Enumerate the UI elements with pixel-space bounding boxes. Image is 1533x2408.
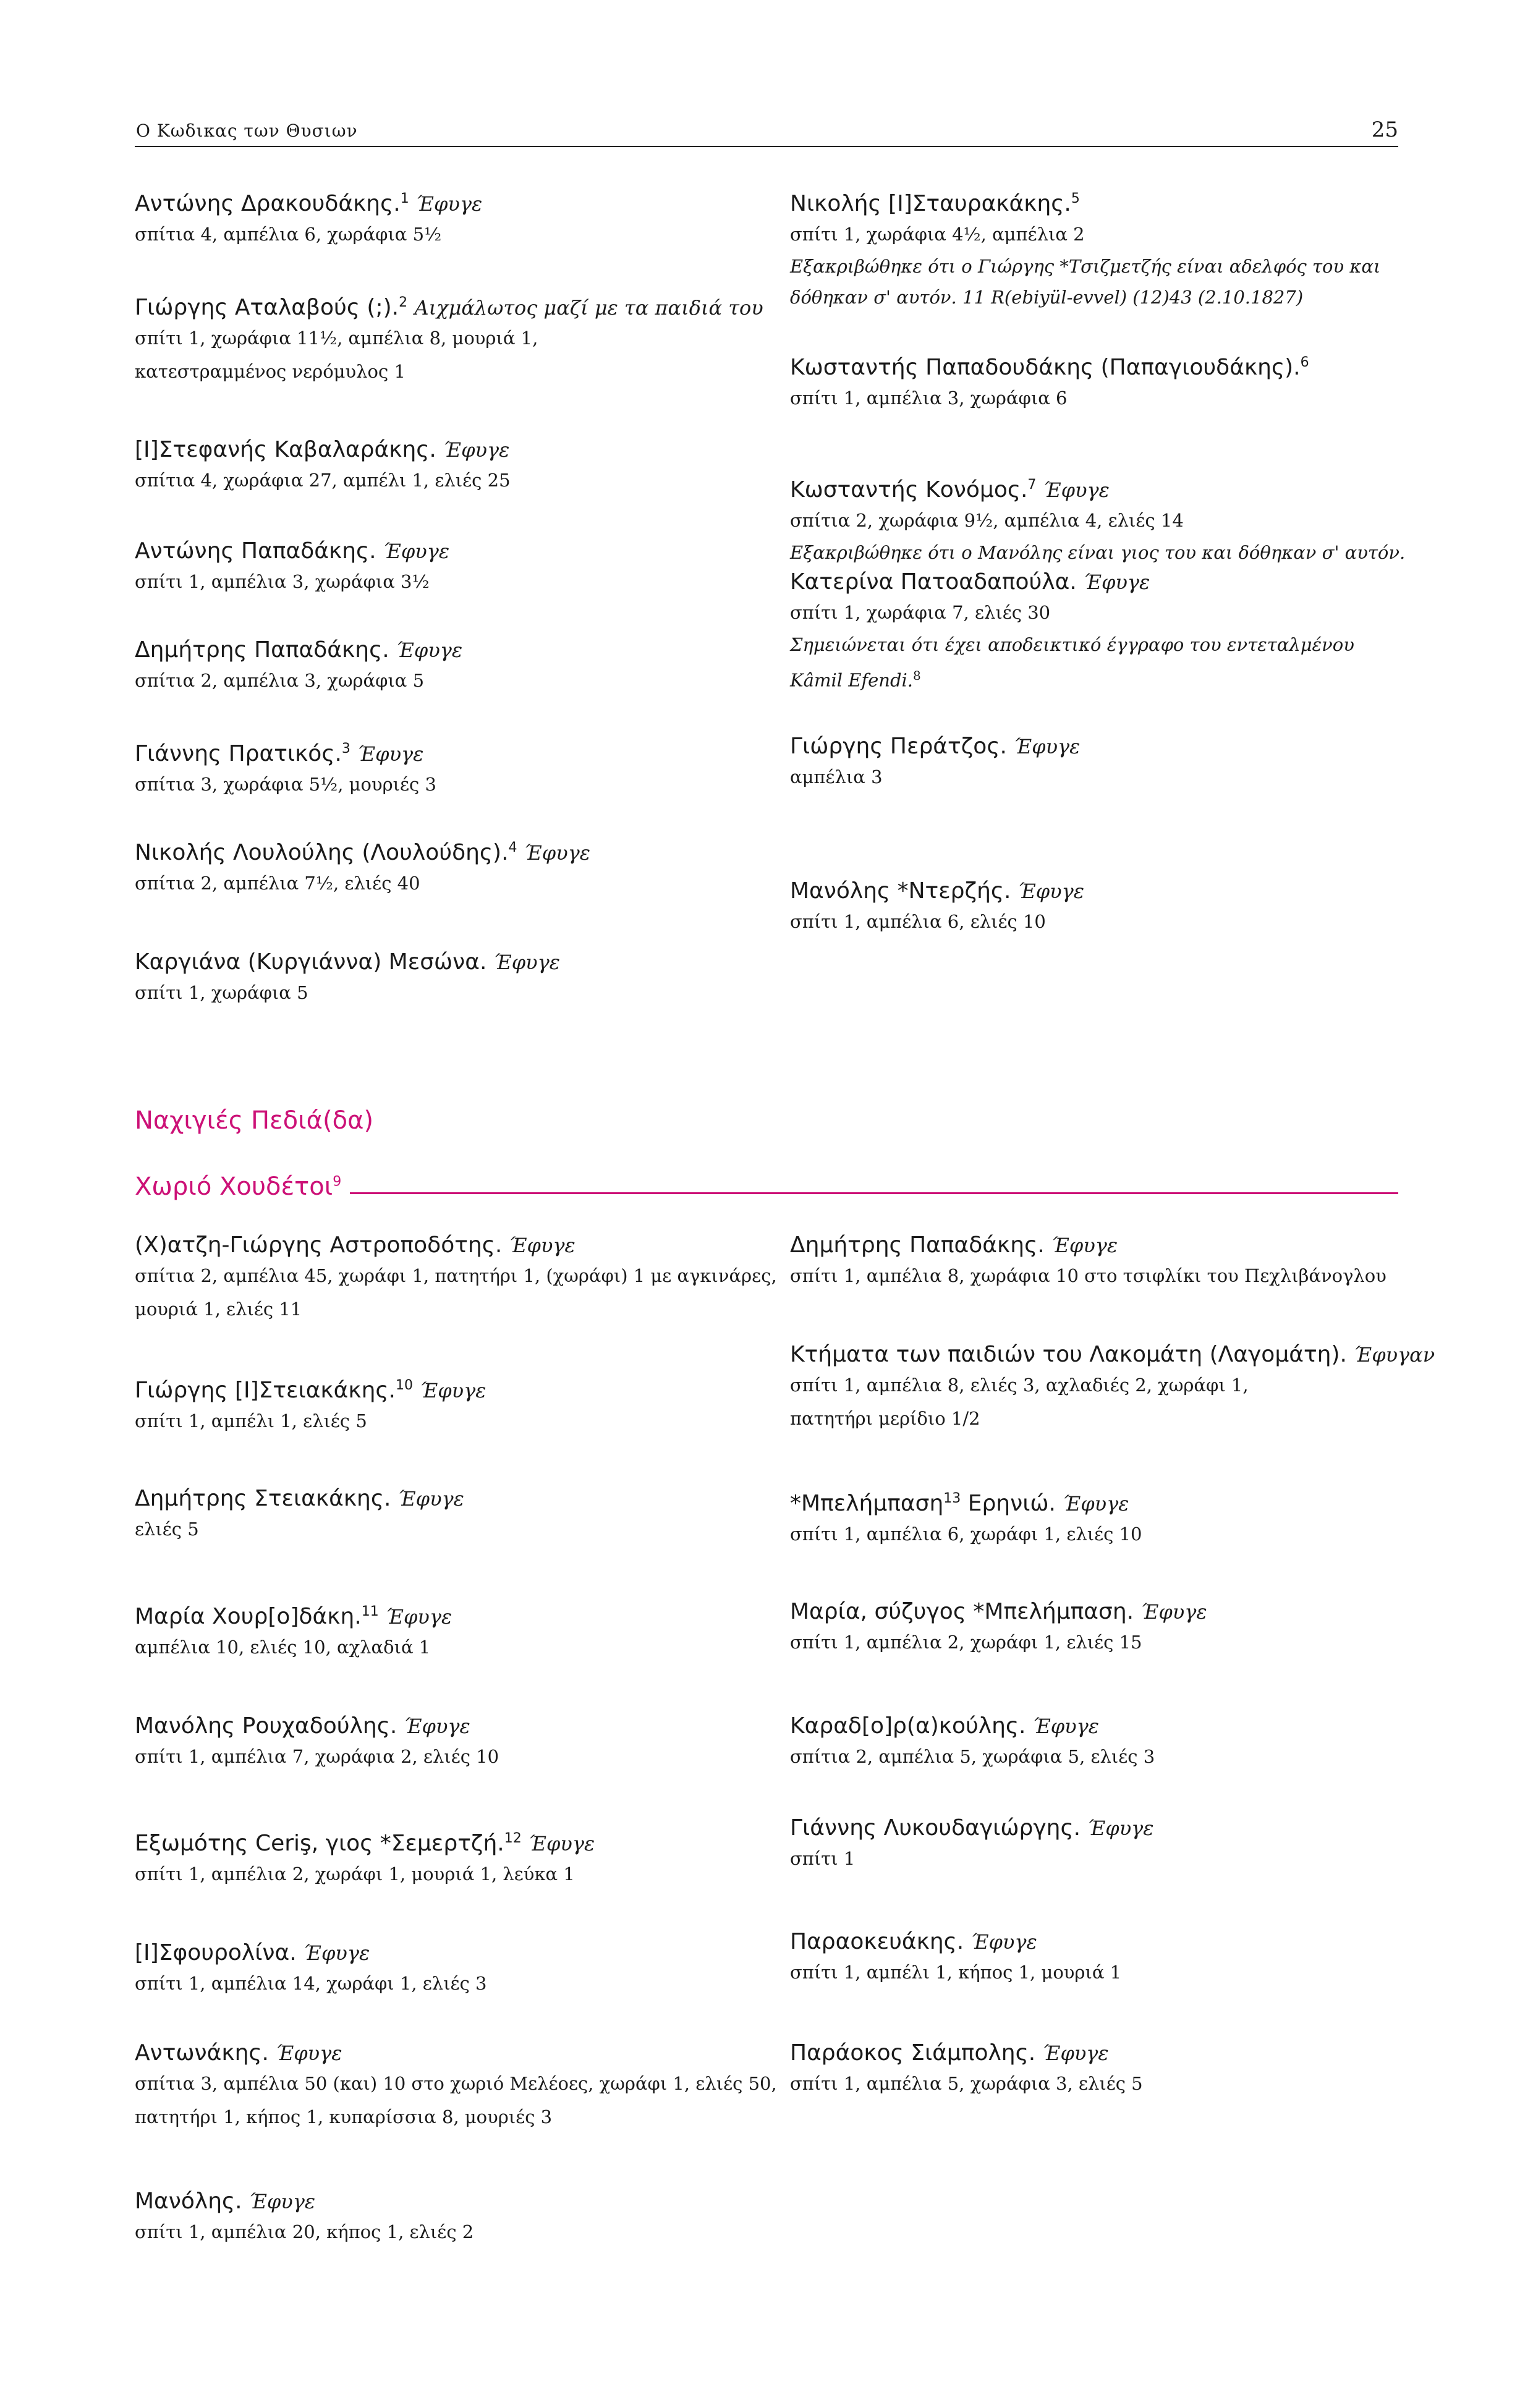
entry-detail-line: πατητήρι 1, κήπος 1, κυπαρίσσια 8, μουριές 3 [135, 2106, 553, 2127]
entry-detail-line: σπίτια 3, χωράφια 5½, μουριές 3 [135, 774, 436, 795]
entry [790, 2040, 1408, 2100]
entry-note-text: Εξακριβώθηκε ότι ο Γιώργης *Τσιζμετζής είναι αδελφός του και δόθηκαν σ' αυτόν. 11 R(ebiyül-evvel) (12)43 (2.10.1827) [790, 256, 1381, 308]
entry-name-text: Μανόλης *Ντερζής. [790, 878, 1011, 904]
entry-name [790, 1928, 1408, 1956]
entry [135, 1372, 753, 1438]
entry-name [135, 637, 753, 664]
entry-status: Αιχμάλωτος μαζί με τα παιδιά του [414, 296, 763, 320]
entry-status: Έφυγε [443, 438, 510, 462]
entry-detail-line: ελιές 5 [135, 1519, 199, 1540]
entry-detail-line: μουριά 1, ελιές 11 [135, 1299, 302, 1320]
entry-name-text: Καραδ[ο]ρ(α)κούλης. [790, 1713, 1026, 1739]
entry [135, 949, 753, 1009]
entry [135, 1940, 753, 2000]
region-heading: Ναχιγιές Πεδιά(δα) [135, 1106, 374, 1135]
entry [135, 834, 753, 900]
entry-detail-line: σπίτι 1, χωράφια 5 [135, 982, 308, 1003]
entry-detail-line: σπίτια 2, αμπέλια 3, χωράφια 5 [135, 670, 425, 691]
entry-name [790, 733, 1408, 760]
entry-status: Έφυγε [509, 1234, 575, 1257]
entry-detail-line: σπίτια 2, χωράφια 9½, αμπέλια 4, ελιές 14 [790, 510, 1184, 531]
entry [790, 1815, 1408, 1875]
entry-name [135, 1825, 753, 1857]
entry [790, 1232, 1408, 1292]
entry-name-text: (Χ)ατζη-Γιώργης Αστροποδότης. [135, 1232, 503, 1258]
entry-name [790, 472, 1408, 504]
entry [790, 1928, 1408, 1989]
entry-name-text: [Ι]Σφουρολίνα. [135, 1940, 297, 1965]
village-heading [135, 1172, 1398, 1210]
entry [790, 1598, 1408, 1659]
footnote-ref: 13 [943, 1491, 961, 1506]
entry-detail-line: σπίτια 4, χωράφια 27, αμπέλι 1, ελιές 25 [135, 470, 511, 491]
entry-name-tail: Ερηνιώ. [961, 1491, 1056, 1516]
entry-detail-line: σπίτι 1, αμπέλια 14, χωράφι 1, ελιές 3 [135, 1973, 487, 1994]
entry [135, 637, 753, 697]
entry [790, 569, 1408, 696]
entry-note-text: Σημειώνεται ότι έχει αποδεικτικό έγγραφο του εντεταλμένου Kâmil Efendi. [790, 634, 1354, 691]
running-title: Ο Κωδικας των Θυσιων [136, 121, 358, 141]
entry-detail-line: σπίτι 1, αμπέλια 3, χωράφια 3½ [135, 571, 430, 592]
entry-status: Έφυγε [304, 1941, 370, 1965]
footnote-ref: 10 [395, 1378, 413, 1393]
entry-name [135, 1232, 753, 1259]
village-title: Χωριό Χουδέτοι$^9$ [135, 1172, 350, 1201]
page-number: 25 [1371, 117, 1398, 142]
entry [790, 1341, 1435, 1435]
entry-name [135, 736, 753, 768]
entry-detail-line: σπίτι 1, αμπέλια 2, χωράφι 1, μουριά 1, λεύκα 1 [135, 1863, 575, 1884]
entry [135, 436, 753, 497]
entry-name-text: Νικολής Λουλούλης (Λουλούδης). [135, 840, 509, 865]
entry-detail-line: σπίτι 1, χωράφια 7, ελιές 30 [790, 602, 1051, 623]
entry-name [135, 185, 753, 218]
entry-detail-line: σπίτι 1, αμπέλια 20, κήπος 1, ελιές 2 [135, 2221, 474, 2242]
entry-detail-line: σπίτια 3, αμπέλια 50 (και) 10 στο χωριό Μελέοες, χωράφι 1, ελιές 50, [135, 2073, 777, 2094]
entry-status: Έφυγε [383, 540, 450, 563]
entry-detail-line: σπίτι 1, αμπέλια 6, ελιές 10 [790, 911, 1046, 932]
footnote-ref: 2 [399, 295, 408, 310]
entry-name [135, 538, 753, 565]
entry-name-text: Κατερίνα Πατοαδαπούλα. [790, 569, 1077, 595]
entry-status: Έφυγε [397, 1487, 464, 1511]
entry-name-text: Γιώργης Αταλαβούς (;). [135, 295, 399, 320]
entry [135, 1485, 753, 1546]
entry-name-text: Παραοκευάκης. [790, 1929, 964, 1954]
entry-status: Έφυγε [416, 192, 483, 216]
entry-name [135, 1940, 753, 1967]
entry-name-text: Κωσταντής Παπαδουδάκης (Παπαγιουδάκης). [790, 355, 1301, 380]
entry-detail-line: σπίτι 1, αμπέλι 1, ελιές 5 [135, 1410, 367, 1431]
entry-status: Έφυγε [357, 742, 424, 766]
entry [790, 472, 1408, 568]
entry-name [790, 878, 1408, 905]
entry-detail-line: σπίτι 1, αμπέλια 5, χωράφια 3, ελιές 5 [790, 2073, 1143, 2094]
entry-name-text: Παράοκος Σιάμπολης. [790, 2040, 1036, 2066]
entry-status: Έφυγε [1140, 1600, 1207, 1624]
entry-name-text: Μανόλης. [135, 2189, 242, 2214]
entry-name [790, 1485, 1408, 1517]
entry-detail-line: πατητήρι μερίδιο 1/2 [790, 1408, 980, 1429]
entry-name-text: Μαρία Χουρ[ο]δάκη. [135, 1604, 362, 1629]
entry-name [790, 569, 1408, 596]
footnote-ref: 11 [361, 1604, 379, 1619]
entry-name-text: Αντωνάκης. [135, 2040, 270, 2066]
entry-detail-line: σπίτια 2, αμπέλια 45, χωράφι 1, πατητήρι 1, (χωράφι) 1 με αγκινάρες, [135, 1265, 777, 1286]
entry-status: Έφυγε [396, 638, 463, 662]
entry-status: Έφυγε [420, 1379, 486, 1402]
entry-detail-line: σπίτι 1, αμπέλια 6, χωράφι 1, ελιές 10 [790, 1524, 1142, 1545]
entry-detail-line: σπίτι 1, αμπέλι 1, κήπος 1, μουριά 1 [790, 1962, 1122, 1983]
entry-status: Έφυγαν [1354, 1343, 1435, 1367]
entry [790, 349, 1408, 415]
entry-name-text: Αντώνης Παπαδάκης. [135, 538, 376, 564]
entry [790, 878, 1408, 938]
footnote-ref: 8 [913, 668, 921, 683]
entry-name [135, 834, 753, 867]
entry-detail-line: σπίτι 1, αμπέλια 3, χωράφια 6 [790, 388, 1068, 409]
entry-name [790, 1815, 1408, 1842]
entry-detail-line: αμπέλια 3 [790, 766, 883, 787]
entry [135, 1598, 753, 1664]
entry-name [135, 1598, 753, 1630]
footnote-ref: 5 [1071, 191, 1080, 206]
footnote-ref: 4 [508, 840, 517, 855]
entry-name [135, 2040, 753, 2067]
entry-name [790, 1341, 1435, 1368]
entry-note [790, 251, 1408, 313]
entry-status: Έφυγε [249, 2190, 316, 2213]
entry-name-text: Μαρία, σύζυγος *Μπελήμπαση. [790, 1599, 1134, 1624]
entry [790, 733, 1408, 794]
entry [135, 736, 753, 801]
entry-name-text: Γιάννης Λυκουδαγιώργης. [790, 1815, 1081, 1841]
entry-status: Έφυγε [1043, 478, 1110, 502]
entry-name-text: Δημήτρης Παπαδάκης. [790, 1232, 1045, 1258]
entry-name [135, 1372, 753, 1404]
entry-name-text: Αντώνης Δρακουδάκης. [135, 191, 401, 216]
entry [790, 1713, 1408, 1773]
entry-name [790, 1713, 1408, 1740]
entry-status: Έφυγε [493, 951, 560, 974]
entry-name-text: Μανόλης Ρουχαδούλης. [135, 1713, 397, 1739]
entry-detail-line: σπίτια 4, αμπέλια 6, χωράφια 5½ [135, 224, 442, 245]
entry-name-text: Νικολής [Ι]Σταυρακάκης. [790, 191, 1071, 216]
entry-name-text: Καργιάνα (Κυργιάννα) Μεσώνα. [135, 949, 487, 975]
entry-detail-line: σπίτια 2, αμπέλια 7½, ελιές 40 [135, 873, 420, 894]
entry-status: Έφυγε [524, 841, 590, 865]
entry-status: Έφυγε [970, 1930, 1037, 1954]
entry-detail-line: σπίτι 1, αμπέλια 8, ελιές 3, αχλαδιές 2, χωράφι 1, [790, 1375, 1249, 1396]
entry-detail-line: σπίτια 2, αμπέλια 5, χωράφια 5, ελιές 3 [790, 1746, 1155, 1767]
footnote-ref: 6 [1300, 355, 1309, 370]
entry-name-text: Κωσταντής Κονόμος. [790, 477, 1028, 502]
entry-status: Έφυγε [529, 1832, 595, 1855]
footnote-ref: 12 [504, 1831, 522, 1846]
footnote-ref: 7 [1027, 477, 1037, 493]
entry-note [790, 629, 1408, 696]
entry-detail-line: αμπέλια 10, ελιές 10, αχλαδιά 1 [135, 1637, 431, 1658]
entry-note [790, 537, 1408, 568]
entry [135, 1232, 777, 1326]
entry [135, 538, 753, 598]
entry-status: Έφυγε [1017, 880, 1084, 903]
entry-status: Έφυγε [1063, 1492, 1129, 1516]
entry-status: Έφυγε [1051, 1234, 1118, 1257]
entry-status: Έφυγε [1087, 1817, 1154, 1840]
entry-name-text: Γιώργης Περάτζος. [790, 734, 1007, 759]
footnote-ref: 3 [341, 741, 350, 757]
entry-status: Έφυγε [1014, 735, 1081, 758]
entry-status: Έφυγε [1032, 1715, 1099, 1738]
entry [135, 289, 763, 388]
entry-status: Έφυγε [1084, 570, 1150, 594]
entry-name [790, 1598, 1408, 1626]
entry-name-text: Εξωμότης Ceriş, γιος *Σεμερτζή. [135, 1831, 504, 1856]
running-header [135, 116, 1398, 147]
entry-name [135, 1485, 753, 1512]
entry [135, 2040, 777, 2134]
entry-detail-line: σπίτι 1, αμπέλια 7, χωράφια 2, ελιές 10 [135, 1746, 499, 1767]
entry-name [135, 2188, 753, 2215]
entry-name-text: Γιώργης [Ι]Στειακάκης. [135, 1378, 396, 1403]
entry-status: Έφυγε [1042, 2041, 1109, 2065]
entry-name [790, 2040, 1408, 2067]
entry-status: Έφυγε [386, 1605, 452, 1629]
entry [135, 1713, 753, 1773]
entry-name [790, 1232, 1408, 1259]
entry-detail-line: σπίτι 1, χωράφια 4½, αμπέλια 2 [790, 224, 1085, 245]
entry [790, 1485, 1408, 1551]
entry [135, 185, 753, 251]
entry-name-text: [Ι]Στεφανής Καβαλαράκης. [135, 437, 436, 462]
entry-name [135, 1713, 753, 1740]
entry-status: Έφυγε [276, 2041, 342, 2065]
entry-note-text: Εξακριβώθηκε ότι ο Μανόλης είναι γιος του και δόθηκαν σ' αυτόν. [790, 542, 1406, 563]
entry-detail-line: κατεστραμμένος νερόμυλος 1 [135, 361, 406, 382]
entry-status: Έφυγε [404, 1715, 470, 1738]
entry-name [790, 349, 1408, 381]
entry-name [135, 949, 753, 976]
entry-name-text: *Μπελήμπαση [790, 1491, 944, 1516]
entry [135, 1825, 753, 1891]
entry-name [135, 436, 753, 464]
entry-name-text: Δημήτρης Παπαδάκης. [135, 637, 389, 663]
entry-detail-line: σπίτι 1, αμπέλια 8, χωράφια 10 στο τσιφλίκι του Πεχλιβάνογλου [790, 1265, 1386, 1286]
entry-name-text: Κτήματα των παιδιών του Λακομάτη (Λαγομάτη). [790, 1342, 1347, 1367]
entry-detail-line: σπίτι 1, χωράφια 11½, αμπέλια 8, μουριά 1, [135, 328, 538, 349]
entry-name-text: Γιάννης Πρατικός. [135, 741, 342, 766]
footnote-ref: 1 [400, 191, 409, 206]
entry-detail-line: σπίτι 1, αμπέλια 2, χωράφι 1, ελιές 15 [790, 1632, 1142, 1653]
entry-detail-line: σπίτι 1 [790, 1848, 856, 1869]
entry-name [135, 289, 763, 321]
entry [135, 2188, 753, 2249]
entry-name-text: Δημήτρης Στειακάκης. [135, 1486, 391, 1511]
entry [790, 185, 1408, 313]
entry-name [790, 185, 1408, 218]
